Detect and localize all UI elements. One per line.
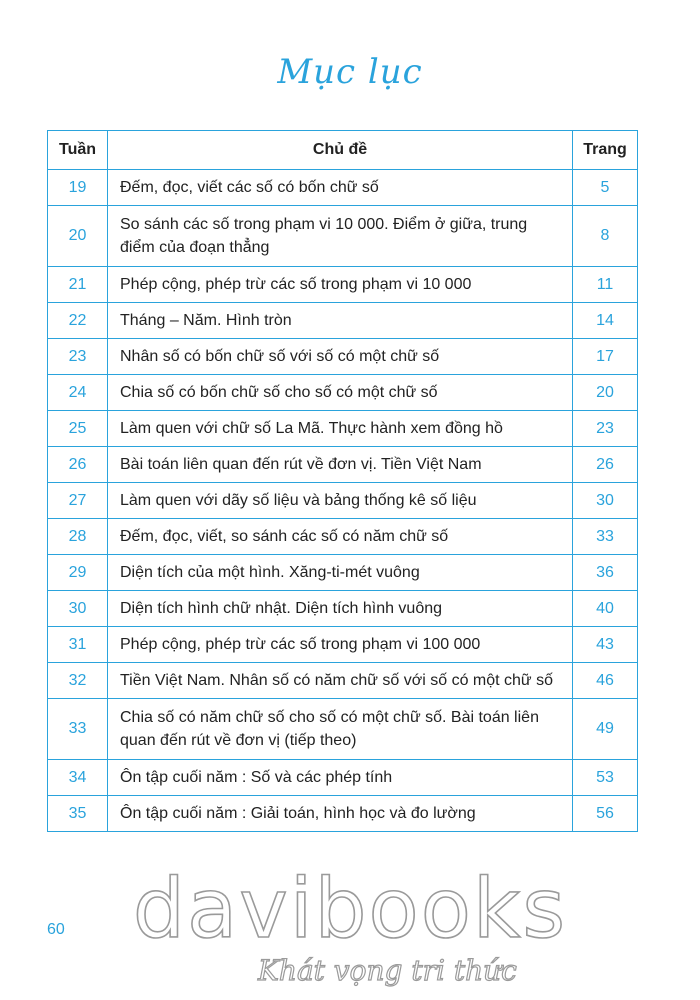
row-page: 8 (573, 206, 638, 267)
table-row (48, 591, 638, 627)
row-page: 11 (573, 267, 638, 303)
row-week: 35 (48, 796, 108, 832)
row-page: 33 (573, 519, 638, 555)
row-page: 49 (573, 699, 638, 760)
row-page: 40 (573, 591, 638, 627)
row-page: 23 (573, 411, 638, 447)
row-week: 21 (48, 267, 108, 303)
row-topic: Bài toán liên quan đến rút về đơn vị. Tiền Việt Nam (108, 447, 573, 483)
table-row (48, 663, 638, 699)
table-row (48, 483, 638, 519)
row-topic: Chia số có năm chữ số cho số có một chữ số. Bài toán liên quan đến rút về đơn vị (tiếp theo) (108, 699, 573, 760)
row-page: 46 (573, 663, 638, 699)
row-page: 14 (573, 303, 638, 339)
row-week: 20 (48, 206, 108, 267)
row-page: 30 (573, 483, 638, 519)
row-week: 24 (48, 375, 108, 411)
row-week: 27 (48, 483, 108, 519)
header-page: Trang (573, 131, 638, 170)
header-topic: Chủ đề (108, 131, 573, 170)
row-page: 20 (573, 375, 638, 411)
row-week: 26 (48, 447, 108, 483)
row-week: 23 (48, 339, 108, 375)
row-topic: Ôn tập cuối năm : Số và các phép tính (108, 760, 573, 796)
table-row (48, 519, 638, 555)
row-topic: Phép cộng, phép trừ các số trong phạm vi 10 000 (108, 267, 573, 303)
row-topic: Làm quen với chữ số La Mã. Thực hành xem đồng hồ (108, 411, 573, 447)
row-week: 33 (48, 699, 108, 760)
row-page: 53 (573, 760, 638, 796)
row-week: 30 (48, 591, 108, 627)
table-row (48, 267, 638, 303)
table-row (48, 699, 638, 760)
row-week: 29 (48, 555, 108, 591)
row-week: 31 (48, 627, 108, 663)
table-row (48, 303, 638, 339)
table-row (48, 760, 638, 796)
header-week: Tuần (48, 131, 108, 170)
table-header-row (48, 131, 638, 170)
row-page: 26 (573, 447, 638, 483)
row-topic: Chia số có bốn chữ số cho số có một chữ số (108, 375, 573, 411)
row-page: 56 (573, 796, 638, 832)
row-page: 17 (573, 339, 638, 375)
watermark-brand: davibooks (132, 862, 568, 957)
row-topic: Nhân số có bốn chữ số với số có một chữ số (108, 339, 573, 375)
table-row (48, 411, 638, 447)
table-of-contents (47, 130, 638, 832)
row-week: 34 (48, 760, 108, 796)
table-row (48, 627, 638, 663)
table-row (48, 796, 638, 832)
row-topic: So sánh các số trong phạm vi 10 000. Điểm ở giữa, trung điểm của đoạn thẳng (108, 206, 573, 267)
row-topic: Ôn tập cuối năm : Giải toán, hình học và đo lường (108, 796, 573, 832)
row-week: 32 (48, 663, 108, 699)
page-number: 60 (47, 921, 65, 938)
row-week: 25 (48, 411, 108, 447)
row-week: 28 (48, 519, 108, 555)
page-title: Mục lục (277, 52, 423, 92)
row-topic: Tiền Việt Nam. Nhân số có năm chữ số với số có một chữ số (108, 663, 573, 699)
table-row (48, 206, 638, 267)
row-page: 43 (573, 627, 638, 663)
table-row (48, 339, 638, 375)
table-row (48, 447, 638, 483)
row-topic: Diện tích của một hình. Xăng-ti-mét vuông (108, 555, 573, 591)
row-week: 22 (48, 303, 108, 339)
row-topic: Đếm, đọc, viết các số có bốn chữ số (108, 170, 573, 206)
row-week: 19 (48, 170, 108, 206)
table-row (48, 555, 638, 591)
table-row (48, 375, 638, 411)
table-row (48, 170, 638, 206)
row-topic: Phép cộng, phép trừ các số trong phạm vi 100 000 (108, 627, 573, 663)
row-page: 5 (573, 170, 638, 206)
row-topic: Diện tích hình chữ nhật. Diện tích hình vuông (108, 591, 573, 627)
row-topic: Làm quen với dãy số liệu và bảng thống kê số liệu (108, 483, 573, 519)
row-page: 36 (573, 555, 638, 591)
watermark-tagline: Khát vọng tri thức (258, 954, 517, 987)
row-topic: Đếm, đọc, viết, so sánh các số có năm chữ số (108, 519, 573, 555)
row-topic: Tháng – Năm. Hình tròn (108, 303, 573, 339)
